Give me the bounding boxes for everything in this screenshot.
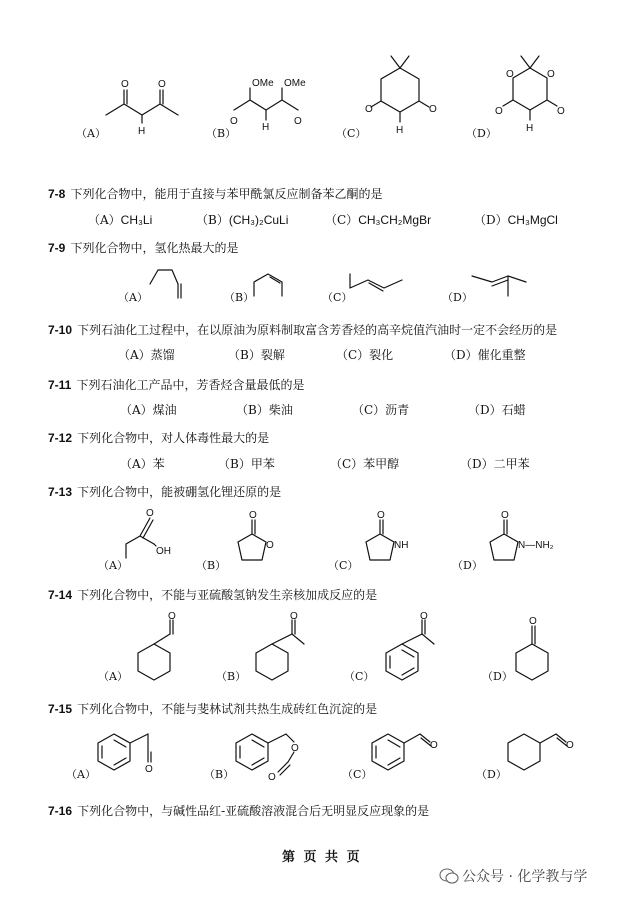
benzaldehyde-structure bbox=[366, 722, 446, 782]
atom-o: O bbox=[121, 79, 129, 90]
question-number: 7-13 bbox=[48, 485, 73, 499]
butanoic-acid-structure bbox=[122, 508, 192, 568]
question-7-10 bbox=[48, 319, 557, 338]
gamma-butyrolactone-structure bbox=[222, 508, 282, 570]
atom-h: H bbox=[138, 126, 146, 137]
atom-o: O bbox=[547, 69, 555, 80]
pyrrolidinone-structure bbox=[350, 508, 420, 570]
option-a-label[interactable]: （A） bbox=[98, 559, 128, 572]
benzyl-formate-structure bbox=[230, 722, 320, 784]
option-b-label[interactable]: （B） bbox=[204, 768, 235, 781]
atom-o: O bbox=[266, 540, 274, 551]
question-text: 下列化合物中，氢化热最大的是 bbox=[70, 241, 239, 255]
option-b-label: （B） bbox=[206, 127, 237, 140]
atom-o: O bbox=[566, 740, 574, 751]
dimethyl-malonate-structure bbox=[230, 72, 330, 147]
option-d[interactable]: （D）CH₃MgCl bbox=[474, 213, 558, 227]
atom-o: O bbox=[294, 116, 302, 127]
option-c-label[interactable]: （C） bbox=[344, 670, 375, 683]
option-a-label[interactable]: （A） bbox=[98, 670, 128, 683]
atom-o: O bbox=[430, 740, 438, 751]
atom-o: O bbox=[168, 611, 176, 622]
option-c[interactable]: （C）苯甲醇 bbox=[330, 457, 400, 471]
atom-o: O bbox=[158, 79, 166, 90]
atom-oh: OH bbox=[156, 546, 171, 557]
question-text: 下列化合物中，不能与亚硫酸氢钠发生亲核加成反应的是 bbox=[77, 588, 378, 602]
option-b-label[interactable]: （B） bbox=[224, 291, 255, 304]
atom-o: O bbox=[230, 116, 238, 127]
option-a-label[interactable]: （A） bbox=[118, 291, 148, 304]
atom-h: H bbox=[396, 125, 404, 136]
atom-ome: OMe bbox=[284, 78, 306, 89]
option-c[interactable]: （C）沥青 bbox=[352, 403, 410, 417]
atom-o: O bbox=[377, 510, 385, 521]
cyclohexanone-structure bbox=[506, 612, 566, 684]
question-number: 7-14 bbox=[48, 588, 73, 602]
atom-o: O bbox=[365, 104, 373, 115]
atom-n-nh2: N—NH₂ bbox=[518, 540, 554, 551]
option-b-label[interactable]: （B） bbox=[216, 670, 247, 683]
atom-o: O bbox=[249, 510, 257, 521]
option-d[interactable]: （D）二甲苯 bbox=[460, 457, 530, 471]
atom-ome: OMe bbox=[252, 78, 274, 89]
option-d-label[interactable]: （D） bbox=[476, 768, 507, 781]
n-aminopyrrolidinone-structure bbox=[474, 508, 574, 570]
option-a[interactable]: （A）CH₃Li bbox=[88, 213, 153, 227]
option-c[interactable]: （C）裂化 bbox=[336, 348, 394, 362]
atom-o: O bbox=[557, 106, 565, 117]
question-number: 7-15 bbox=[48, 702, 73, 716]
option-b-label[interactable]: （B） bbox=[196, 559, 227, 572]
option-d-label[interactable]: （D） bbox=[452, 559, 483, 572]
option-a[interactable]: （A）苯 bbox=[120, 457, 165, 471]
question-7-13 bbox=[48, 481, 281, 500]
option-b[interactable]: （B）(CH₃)₂CuLi bbox=[196, 213, 289, 227]
question-text: 下列化合物中，不能与斐林试剂共热生成砖红色沉淀的是 bbox=[77, 702, 378, 716]
question-number: 7-9 bbox=[48, 241, 66, 255]
question-number: 7-10 bbox=[48, 323, 73, 337]
acetophenone-structure bbox=[372, 612, 452, 684]
question-7-14 bbox=[48, 584, 377, 603]
option-a-label: （A） bbox=[76, 127, 106, 140]
question-text: 下列化合物中，与碱性品红-亚硫酸溶液混合后无明显反应现象的是 bbox=[77, 804, 430, 818]
question-number: 7-8 bbox=[48, 187, 66, 201]
question-text: 下列化合物中，能被硼氢化锂还原的是 bbox=[77, 485, 282, 499]
question-7-15 bbox=[48, 698, 377, 717]
option-d-label[interactable]: （D） bbox=[482, 670, 513, 683]
atom-h: H bbox=[526, 123, 534, 134]
dimedone-structure bbox=[365, 50, 455, 145]
1-pentene-structure bbox=[146, 262, 196, 302]
option-c-label[interactable]: （C） bbox=[322, 291, 353, 304]
trans-2-pentene-structure bbox=[346, 262, 416, 298]
option-c-label[interactable]: （C） bbox=[328, 559, 359, 572]
cyclohexanecarbaldehyde-structure bbox=[124, 612, 194, 684]
question-7-8 bbox=[48, 183, 382, 202]
atom-o: O bbox=[290, 611, 298, 622]
wechat-icon bbox=[440, 868, 458, 884]
question-text: 下列石油化工过程中，在以原油为原料制取富含芳香烃的高辛烷值汽油时一定不会经历的是 bbox=[77, 323, 558, 337]
cyclohexyl-methyl-ketone-structure bbox=[242, 612, 322, 684]
cyclohexanecarbaldehyde-structure bbox=[502, 722, 582, 782]
option-b[interactable]: （B）甲苯 bbox=[218, 457, 275, 471]
atom-o: O bbox=[501, 510, 509, 521]
option-d[interactable]: （D）催化重整 bbox=[444, 348, 526, 362]
option-d[interactable]: （D）石蜡 bbox=[468, 403, 526, 417]
cis-2-pentene-structure bbox=[250, 266, 300, 302]
option-a-label[interactable]: （A） bbox=[66, 768, 96, 781]
question-7-12 bbox=[48, 427, 269, 446]
question-number: 7-11 bbox=[48, 378, 72, 392]
atom-o: O bbox=[529, 616, 537, 627]
option-a[interactable]: （A）蒸馏 bbox=[118, 348, 175, 362]
atom-o: O bbox=[268, 772, 276, 783]
question-number: 7-16 bbox=[48, 804, 73, 818]
option-d-label[interactable]: （D） bbox=[442, 291, 473, 304]
question-text: 下列化合物中，对人体毒性最大的是 bbox=[77, 431, 270, 445]
atom-o: O bbox=[420, 611, 428, 622]
atom-o: O bbox=[145, 764, 153, 775]
option-a[interactable]: （A）煤油 bbox=[120, 403, 177, 417]
atom-o: O bbox=[291, 743, 299, 754]
option-b[interactable]: （B）柴油 bbox=[236, 403, 293, 417]
option-c-label[interactable]: （C） bbox=[342, 768, 373, 781]
option-c-label: （C） bbox=[336, 127, 367, 140]
watermark: 公众号 · 化学教与学 bbox=[462, 869, 588, 885]
option-c[interactable]: （C）CH₃CH₂MgBr bbox=[325, 213, 432, 227]
pentanedione-structure bbox=[100, 70, 210, 145]
2-methyl-2-butene-structure bbox=[468, 262, 538, 302]
atom-h: H bbox=[262, 122, 270, 133]
atom-nh: NH bbox=[394, 540, 409, 551]
phenylacetaldehyde-structure bbox=[92, 722, 172, 782]
page-footer: 第 页 共 页 bbox=[282, 850, 362, 865]
atom-o: O bbox=[429, 104, 437, 115]
meldrums-acid-structure bbox=[495, 50, 585, 145]
atom-o: O bbox=[146, 508, 154, 519]
question-number: 7-12 bbox=[48, 431, 73, 445]
atom-o: O bbox=[495, 106, 503, 117]
question-text: 下列化合物中，能用于直接与苯甲酰氯反应制备苯乙酮的是 bbox=[70, 187, 383, 201]
question-text: 下列石油化工产品中，芳香烃含量最低的是 bbox=[76, 378, 305, 392]
option-b[interactable]: （B）裂解 bbox=[228, 348, 285, 362]
atom-o: O bbox=[506, 69, 514, 80]
question-7-9 bbox=[48, 237, 238, 256]
question-7-11 bbox=[48, 374, 304, 393]
question-7-16 bbox=[48, 800, 429, 819]
option-d-label: （D） bbox=[466, 127, 497, 140]
